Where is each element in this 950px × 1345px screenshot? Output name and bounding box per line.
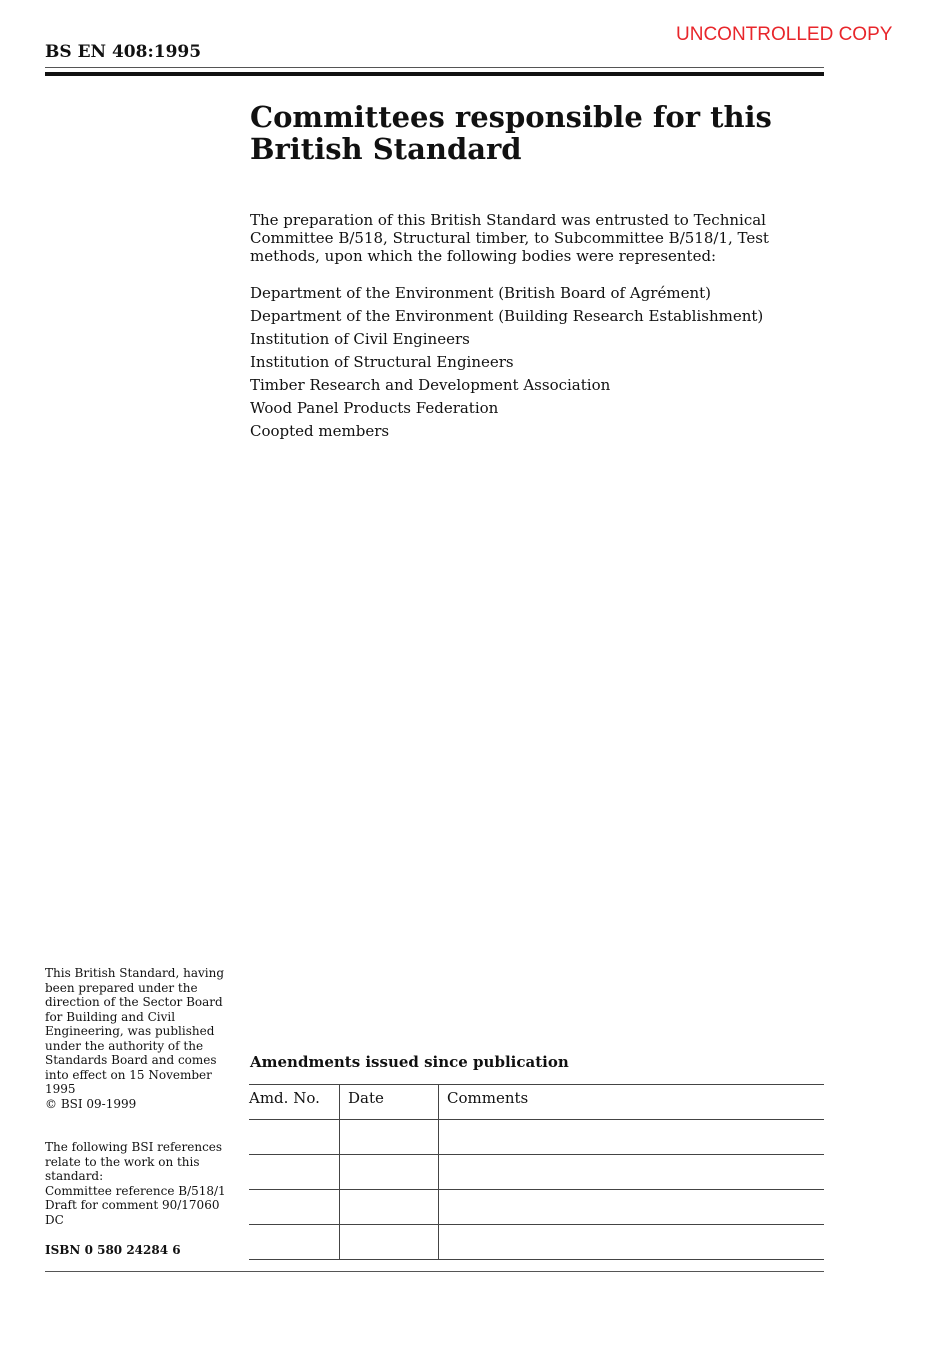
table-cell <box>439 1155 825 1190</box>
table-cell <box>439 1190 825 1225</box>
column-header-comments: Comments <box>439 1085 825 1120</box>
committee-reference: Committee reference B/518/1 <box>45 1183 226 1198</box>
list-item: Institution of Structural Engineers <box>250 353 514 371</box>
table-row <box>249 1190 824 1225</box>
bsi-references <box>45 1140 240 1227</box>
table-cell <box>340 1190 439 1225</box>
table-cell <box>249 1155 340 1190</box>
header-rule-thin <box>45 67 824 68</box>
list-item: Timber Research and Development Association <box>250 376 611 394</box>
page-title-line-1: Committees responsible for this <box>250 100 772 134</box>
table-row <box>249 1225 824 1260</box>
list-item: Department of the Environment (British Board of Agrément) <box>250 284 711 302</box>
list-item: Department of the Environment (Building Research Establishment) <box>250 307 764 325</box>
amendments-heading: Amendments issued since publication <box>250 1053 569 1071</box>
copyright-notice: © BSI 09-1999 <box>45 1097 137 1111</box>
column-header-amd-no: Amd. No. <box>249 1085 340 1120</box>
table-cell <box>340 1120 439 1155</box>
amendments-table <box>249 1084 824 1260</box>
column-header-date: Date <box>340 1085 439 1120</box>
table-header-row <box>249 1085 824 1120</box>
publication-note: This British Standard, having been prepared under the direction of the Sector Board for Building and Civil Engineering, was published under the authority of the Standards Board and comes into effect on 15 November 1995 <box>45 966 225 1096</box>
table-cell <box>340 1225 439 1260</box>
table-cell <box>249 1190 340 1225</box>
table-cell <box>249 1120 340 1155</box>
isbn: ISBN 0 580 24284 6 <box>45 1243 181 1257</box>
intro-paragraph: The preparation of this British Standard was entrusted to Technical Committee B/518, Structural timber, to Subcommittee B/518/1, Test methods, upon which the following bodies were represented: <box>250 211 769 265</box>
bsi-references-intro: The following BSI references relate to the work on this standard: <box>45 1140 223 1183</box>
table-cell <box>439 1120 825 1155</box>
table-row <box>249 1155 824 1190</box>
draft-reference: Draft for comment 90/17060 DC <box>45 1198 220 1227</box>
list-item: Institution of Civil Engineers <box>250 330 470 348</box>
represented-bodies-list <box>250 282 763 443</box>
footer-rule <box>45 1271 824 1272</box>
table-cell <box>340 1155 439 1190</box>
list-item: Coopted members <box>250 422 390 440</box>
header-rule-thick <box>45 72 824 76</box>
table-cell <box>439 1225 825 1260</box>
table-cell <box>249 1225 340 1260</box>
page-title <box>250 101 810 165</box>
standard-number: BS EN 408:1995 <box>45 42 202 62</box>
uncontrolled-copy-watermark: UNCONTROLLED COPY <box>676 24 893 45</box>
table-row <box>249 1120 824 1155</box>
page-title-line-2: British Standard <box>250 132 522 166</box>
list-item: Wood Panel Products Federation <box>250 399 499 417</box>
